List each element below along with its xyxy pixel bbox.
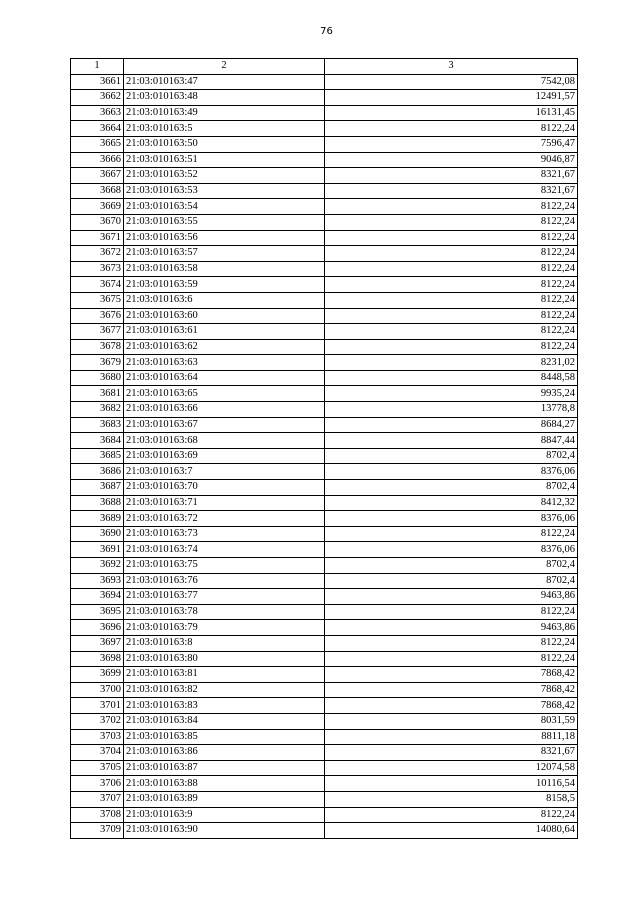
row-number: 3674: [71, 277, 124, 293]
cadastral-value: 12074,58: [325, 760, 578, 776]
row-number: 3702: [71, 713, 124, 729]
cadastral-value: 8376,06: [325, 464, 578, 480]
column-header-2: 2: [124, 59, 325, 75]
table-row: [71, 511, 578, 527]
cadastral-value: 8122,24: [325, 604, 578, 620]
row-number: 3703: [71, 729, 124, 745]
table-row: [71, 136, 578, 152]
cadastral-number: 21:03:010163:88: [124, 776, 325, 792]
cadastral-value: 8122,24: [325, 199, 578, 215]
row-number: 3697: [71, 635, 124, 651]
cadastral-number: 21:03:010163:53: [124, 183, 325, 199]
cadastral-value: 8122,24: [325, 214, 578, 230]
cadastral-number: 21:03:010163:47: [124, 74, 325, 90]
row-number: 3690: [71, 526, 124, 542]
table-row: [71, 152, 578, 168]
cadastral-number: 21:03:010163:68: [124, 433, 325, 449]
cadastral-value: 9935,24: [325, 386, 578, 402]
row-number: 3700: [71, 682, 124, 698]
row-number: 3704: [71, 745, 124, 761]
cadastral-number: 21:03:010163:75: [124, 558, 325, 574]
cadastral-value: 8122,24: [325, 526, 578, 542]
table-row: [71, 433, 578, 449]
cadastral-value: 7596,47: [325, 136, 578, 152]
cadastral-number: 21:03:010163:54: [124, 199, 325, 215]
row-number: 3680: [71, 370, 124, 386]
row-number: 3681: [71, 386, 124, 402]
cadastral-value: 8122,24: [325, 230, 578, 246]
table-row: [71, 402, 578, 418]
row-number: 3698: [71, 651, 124, 667]
row-number: 3707: [71, 791, 124, 807]
cadastral-value: 8122,24: [325, 277, 578, 293]
table-row: [71, 807, 578, 823]
table-row: [71, 589, 578, 605]
table-row: [71, 183, 578, 199]
cadastral-value: 8122,24: [325, 308, 578, 324]
row-number: 3691: [71, 542, 124, 558]
table-row: [71, 121, 578, 137]
row-number: 3663: [71, 105, 124, 121]
row-number: 3678: [71, 339, 124, 355]
table-row: [71, 261, 578, 277]
row-number: 3706: [71, 776, 124, 792]
cadastral-value: 8702,4: [325, 448, 578, 464]
cadastral-number: 21:03:010163:78: [124, 604, 325, 620]
cadastral-number: 21:03:010163:55: [124, 214, 325, 230]
table-header: [71, 59, 578, 75]
row-number: 3673: [71, 261, 124, 277]
row-number: 3688: [71, 495, 124, 511]
row-number: 3675: [71, 292, 124, 308]
table-row: [71, 324, 578, 340]
cadastral-value: 13778,8: [325, 402, 578, 418]
row-number: 3667: [71, 168, 124, 184]
cadastral-value: 8122,24: [325, 651, 578, 667]
row-number: 3665: [71, 136, 124, 152]
row-number: 3669: [71, 199, 124, 215]
cadastral-number: 21:03:010163:72: [124, 511, 325, 527]
table-row: [71, 168, 578, 184]
cadastral-value: 8321,67: [325, 183, 578, 199]
cadastral-value: 8376,06: [325, 511, 578, 527]
cadastral-number: 21:03:010163:5: [124, 121, 325, 137]
cadastral-value: 8231,02: [325, 355, 578, 371]
cadastral-number: 21:03:010163:69: [124, 448, 325, 464]
row-number: 3670: [71, 214, 124, 230]
row-number: 3677: [71, 324, 124, 340]
row-number: 3662: [71, 90, 124, 106]
cadastral-value: 8321,67: [325, 168, 578, 184]
cadastral-number: 21:03:010163:66: [124, 402, 325, 418]
cadastral-number: 21:03:010163:77: [124, 589, 325, 605]
table-row: [71, 635, 578, 651]
cadastral-number: 21:03:010163:57: [124, 246, 325, 262]
table-row: [71, 370, 578, 386]
cadastral-number: 21:03:010163:58: [124, 261, 325, 277]
row-number: 3708: [71, 807, 124, 823]
table-row: [71, 542, 578, 558]
cadastral-number: 21:03:010163:49: [124, 105, 325, 121]
cadastral-value: 8376,06: [325, 542, 578, 558]
cadastral-number: 21:03:010163:62: [124, 339, 325, 355]
cadastral-value: 8031,59: [325, 713, 578, 729]
cadastral-number: 21:03:010163:6: [124, 292, 325, 308]
cadastral-number: 21:03:010163:89: [124, 791, 325, 807]
row-number: 3666: [71, 152, 124, 168]
cadastral-value: 8321,67: [325, 745, 578, 761]
table-row: [71, 74, 578, 90]
table-row: [71, 573, 578, 589]
table-row: [71, 308, 578, 324]
cadastral-number: 21:03:010163:74: [124, 542, 325, 558]
cadastral-value: 8122,24: [325, 324, 578, 340]
table-row: [71, 292, 578, 308]
cadastral-value: 7868,42: [325, 698, 578, 714]
cadastral-value: 7868,42: [325, 667, 578, 683]
cadastral-value: 8811,18: [325, 729, 578, 745]
row-number: 3671: [71, 230, 124, 246]
row-number: 3692: [71, 558, 124, 574]
table-row: [71, 246, 578, 262]
cadastral-value: 9046,87: [325, 152, 578, 168]
page-number: 76: [320, 26, 333, 37]
header-row: [71, 59, 578, 75]
table-row: [71, 526, 578, 542]
cadastral-value: 8684,27: [325, 417, 578, 433]
row-number: 3683: [71, 417, 124, 433]
table-row: [71, 105, 578, 121]
cadastral-number: 21:03:010163:50: [124, 136, 325, 152]
cadastral-number: 21:03:010163:51: [124, 152, 325, 168]
row-number: 3664: [71, 121, 124, 137]
table-row: [71, 729, 578, 745]
cadastral-number: 21:03:010163:80: [124, 651, 325, 667]
row-number: 3672: [71, 246, 124, 262]
table-row: [71, 464, 578, 480]
cadastral-value: 16131,45: [325, 105, 578, 121]
cadastral-value: 8122,24: [325, 339, 578, 355]
table-row: [71, 760, 578, 776]
table-row: [71, 620, 578, 636]
row-number: 3668: [71, 183, 124, 199]
cadastral-value: 8702,4: [325, 480, 578, 496]
table-row: [71, 230, 578, 246]
cadastral-value: 8158,5: [325, 791, 578, 807]
row-number: 3694: [71, 589, 124, 605]
cadastral-value: 8847,44: [325, 433, 578, 449]
table-row: [71, 776, 578, 792]
cadastral-number: 21:03:010163:59: [124, 277, 325, 293]
table-row: [71, 791, 578, 807]
table-row: [71, 682, 578, 698]
cadastral-value: 10116,54: [325, 776, 578, 792]
cadastral-number: 21:03:010163:52: [124, 168, 325, 184]
cadastral-number: 21:03:010163:60: [124, 308, 325, 324]
cadastral-value: 8412,32: [325, 495, 578, 511]
table-row: [71, 698, 578, 714]
column-header-1: 1: [71, 59, 124, 75]
table-row: [71, 417, 578, 433]
cadastral-value-table: [70, 58, 578, 839]
table-row: [71, 277, 578, 293]
column-header-3: 3: [325, 59, 578, 75]
cadastral-number: 21:03:010163:87: [124, 760, 325, 776]
row-number: 3682: [71, 402, 124, 418]
cadastral-number: 21:03:010163:7: [124, 464, 325, 480]
cadastral-number: 21:03:010163:71: [124, 495, 325, 511]
table-row: [71, 199, 578, 215]
cadastral-value: 8448,58: [325, 370, 578, 386]
cadastral-number: 21:03:010163:85: [124, 729, 325, 745]
cadastral-value: 9463,86: [325, 589, 578, 605]
cadastral-number: 21:03:010163:73: [124, 526, 325, 542]
cadastral-number: 21:03:010163:79: [124, 620, 325, 636]
cadastral-number: 21:03:010163:90: [124, 823, 325, 839]
row-number: 3676: [71, 308, 124, 324]
row-number: 3686: [71, 464, 124, 480]
cadastral-number: 21:03:010163:86: [124, 745, 325, 761]
cadastral-number: 21:03:010163:8: [124, 635, 325, 651]
row-number: 3685: [71, 448, 124, 464]
row-number: 3684: [71, 433, 124, 449]
cadastral-number: 21:03:010163:84: [124, 713, 325, 729]
table-row: [71, 651, 578, 667]
cadastral-value: 7542,08: [325, 74, 578, 90]
row-number: 3695: [71, 604, 124, 620]
cadastral-number: 21:03:010163:81: [124, 667, 325, 683]
table-row: [71, 355, 578, 371]
row-number: 3699: [71, 667, 124, 683]
cadastral-value: 8122,24: [325, 807, 578, 823]
table-row: [71, 745, 578, 761]
row-number: 3696: [71, 620, 124, 636]
row-number: 3661: [71, 74, 124, 90]
row-number: 3687: [71, 480, 124, 496]
table-row: [71, 339, 578, 355]
cadastral-number: 21:03:010163:70: [124, 480, 325, 496]
cadastral-number: 21:03:010163:61: [124, 324, 325, 340]
row-number: 3689: [71, 511, 124, 527]
row-number: 3705: [71, 760, 124, 776]
cadastral-number: 21:03:010163:65: [124, 386, 325, 402]
cadastral-value: 14080,64: [325, 823, 578, 839]
cadastral-number: 21:03:010163:63: [124, 355, 325, 371]
row-number: 3679: [71, 355, 124, 371]
table-row: [71, 495, 578, 511]
cadastral-value: 8702,4: [325, 573, 578, 589]
cadastral-number: 21:03:010163:76: [124, 573, 325, 589]
table-row: [71, 214, 578, 230]
cadastral-value: 12491,57: [325, 90, 578, 106]
cadastral-value: 8122,24: [325, 292, 578, 308]
cadastral-value: 9463,86: [325, 620, 578, 636]
cadastral-value: 8122,24: [325, 121, 578, 137]
cadastral-number: 21:03:010163:56: [124, 230, 325, 246]
row-number: 3709: [71, 823, 124, 839]
cadastral-number: 21:03:010163:48: [124, 90, 325, 106]
row-number: 3701: [71, 698, 124, 714]
cadastral-number: 21:03:010163:67: [124, 417, 325, 433]
table-row: [71, 667, 578, 683]
cadastral-number: 21:03:010163:9: [124, 807, 325, 823]
table-row: [71, 448, 578, 464]
table-row: [71, 713, 578, 729]
cadastral-value: 7868,42: [325, 682, 578, 698]
cadastral-number: 21:03:010163:64: [124, 370, 325, 386]
cadastral-number: 21:03:010163:82: [124, 682, 325, 698]
cadastral-value: 8702,4: [325, 558, 578, 574]
table-row: [71, 386, 578, 402]
table-row: [71, 90, 578, 106]
table-row: [71, 604, 578, 620]
cadastral-value: 8122,24: [325, 261, 578, 277]
cadastral-value: 8122,24: [325, 635, 578, 651]
table-row: [71, 823, 578, 839]
row-number: 3693: [71, 573, 124, 589]
table-row: [71, 558, 578, 574]
table-body: [71, 74, 578, 838]
cadastral-number: 21:03:010163:83: [124, 698, 325, 714]
cadastral-value: 8122,24: [325, 246, 578, 262]
table-row: [71, 480, 578, 496]
